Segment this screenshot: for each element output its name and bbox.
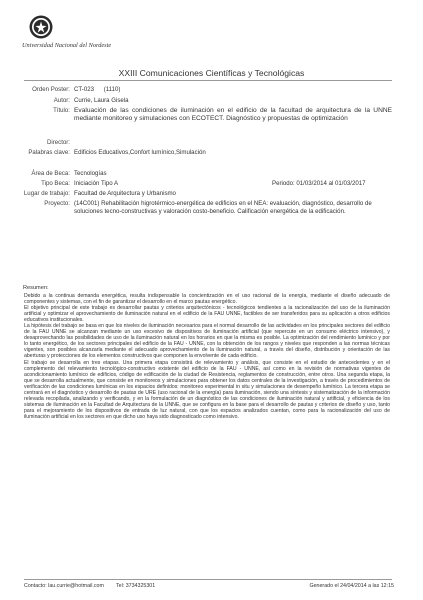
titulo-label: Título: bbox=[53, 107, 70, 114]
generated-timestamp: Generado el 24/04/2014 a las 12:15 bbox=[309, 583, 394, 589]
resumen-paragraph: La hipótesis del trabajo se basa en que los niveles de iluminación necesarios para el normal desarrollo de las actividades en los principales sectores del edificio de la FAU UNNE se alcanzan mediante un uso excesivo de dispositivos de iluminación artificial (que repercute en un consumo eléctrico intensivo), y desaprovechando las posibilidades de uso de la iluminación natural en los horarios en que la misma es posible. La optimización del rendimiento lumínico y por lo tanto energético, de los sectores principales del edificio de la FAU - UNNE, con la obtención de los rangos y niveles que responden a las normas técnicas vigentes, son posibles alcanzarla mediante el adecuado aprovechamiento de la iluminación natural, a través del diseño, distribución y orientación de las aberturas y protecciones de los elementos constructivos que componen la envolvente de cada edificio. bbox=[24, 323, 390, 360]
orden-label: Orden Poster: bbox=[32, 86, 70, 93]
autor-value: Currie, Laura Gisela bbox=[74, 97, 129, 104]
periodo-value: 01/03/2014 al 01/03/2017 bbox=[296, 180, 366, 187]
area-beca-value: Tecnologías bbox=[74, 170, 107, 177]
proyecto-label: Proyecto: bbox=[44, 200, 70, 207]
header-divider bbox=[24, 80, 392, 81]
palabras-clave-value: Edificios Educativos,Confort lumínico,Simulación bbox=[74, 149, 206, 156]
palabras-clave-label: Palabras clave: bbox=[28, 149, 70, 156]
titulo-value: Evaluación de las condiciones de iluminación en el edificio de la facultad de arquitectura de la UNNE mediante monitoreo y simulaciones con ECOTECT. Diagnóstico y propuestas de optimización bbox=[74, 107, 392, 122]
resumen-paragraph: El objetivo principal de este trabajo es desarrollar pautas y criterios arquitectónicos - tecnológicos tendientes a la racionalización del uso de la iluminación artificial y optimizar el aprovechamiento de iluminación natural en el edificio de la FAU UNNE, factibles de ser transferidos para su aplicación a otros edificios educativos institucionales. bbox=[24, 305, 390, 324]
periodo-label: Periodo: bbox=[272, 180, 295, 187]
orden-code: CT-023 bbox=[74, 86, 94, 93]
lugar-trabajo-label: Lugar de trabajo: bbox=[23, 190, 70, 197]
orden-value bbox=[74, 86, 404, 94]
university-name: Universidad Nacional del Nordeste bbox=[22, 42, 112, 49]
autor-label: Autor: bbox=[53, 97, 70, 104]
periodo bbox=[272, 180, 366, 188]
footer-divider bbox=[24, 579, 392, 580]
page-title: XXIII Comunicaciones Científicas y Tecnológicas bbox=[118, 68, 305, 78]
resumen-body bbox=[24, 293, 390, 420]
orden-id: (1110) bbox=[103, 86, 121, 93]
director-label: Director: bbox=[46, 139, 70, 146]
contact-email: Contacto: lau.currie@hotmail.com bbox=[24, 583, 104, 589]
resumen-paragraph: El trabajo se desarrolla en tres etapas. Una primera etapa consistirá de relevamiento y análisis, que consiste en el estudio de antecedentes y en el complemento del relevamiento tecnológico-constructivo existente del edificio de la FAU - UNNE, así como en la revisión de normativas vigentes de acondicionamiento lumínico de edificios, código de edificación de la ciudad de Resistencia, reglamentos de construcción, entre otros. Una segunda etapa, la que se desarrolla actualmente, que consiste en monitoreos y simulaciones para obtener los datos centrales de la investigación, a través de procedimientos de verificación de las condiciones lumínicas en los espacios definidos: monitoreo experimental in situ y simulaciones de desempeño lumínico. La tercera etapa se centrará en el diagnóstico y desarrollo de pautas de URE (uso racional de la energía) para iluminación, siendo una síntesis y sistematización de la información relevada recopilada, analizando y verificando, y en la formulación de un diagnóstico de las condiciones de iluminación natural y artificial, y eficiencia de los sistemas de iluminación en la Facultad de Arquitectura de la UNNE, que se configura en la base para el desarrollo de pautas y criterios de diseño y uso, tanto para el mejoramiento de los dispositivos de entrada de luz natural, con que los espacios analizados cuentan, como para la racionalización del uso de iluminación artificial en los sectores en que dicho uso haya sido diagnosticado como intensivo. bbox=[24, 359, 390, 420]
proyecto-value: (14C001) Rehabilitación higrotérmico-energética de edificios en el NEA: evaluación, diagnóstico, desarrollo de soluciones tecno-constructivas y valoración costo-beneficio. Calificación energética de la edificación. bbox=[74, 200, 372, 215]
university-seal-icon bbox=[28, 14, 54, 40]
resumen-paragraph: Debido a la continua demanda energética, resulta indispensable la concientización en el uso racional de la energía, mediante el diseño adecuado de componentes y sistemas, con el fin de garantizar el desarrollo en el marco pautas energético. bbox=[24, 293, 390, 306]
contact-phone: Tel: 3734325301 bbox=[116, 583, 156, 589]
tipo-beca-label: Tipo Beca: bbox=[41, 180, 70, 187]
tipo-beca-value: Iniciación Tipo A bbox=[74, 180, 119, 187]
area-beca-label: Área de Beca: bbox=[31, 170, 70, 177]
university-logo bbox=[22, 14, 112, 49]
lugar-trabajo-value: Facultad de Arquitectura y Urbanismo bbox=[74, 190, 176, 197]
resumen-label: Resumen: bbox=[23, 285, 49, 291]
